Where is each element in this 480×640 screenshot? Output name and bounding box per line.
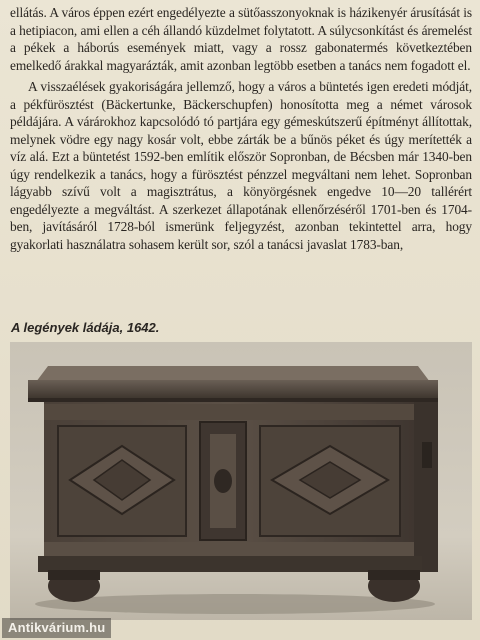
body-text: [10, 4, 472, 253]
watermark-text: Antikvárium.hu: [2, 618, 111, 638]
chest-photo: [10, 342, 472, 620]
figure-caption: A legények ládája, 1642.: [11, 320, 160, 335]
paragraph-2: A visszaélések gyakoriságára jellemző, hogy a város a büntetés igen eredeti módját, a pékfürösztést (Bäckertunke, Bäckerschupfen) honosította meg a német városok példájára. A várárokhoz kapcsolódó tó partjára egy gémeskútszerű építményt állítottak, melynek vödre egy nagy kosár volt, ebbe zárták be a bűnös péket és úgy merítették a víz alá. Ezt a büntetést 1592-ben említik először Sopronban, de Bécsben már 1340-ben úgy rendelkezik a tanács, hogy a fürösztést pénzzel megváltani nem lehet. Sopronban lágyabb szívű volt a magisztrátus, a könyörgésnek engedve 10—20 tallérért engedélyezte a megváltást. A szerkezet állapotának ellenőrzéséről 1701-ben és 1704-ben, javításáról 1728-ból ismerünk feljegyzést, azonban tekintettel arra, hogy gyakorlati használatra sohasem került sor, szól a tanácsi javaslat 1783-ban,: [10, 79, 472, 252]
paragraph-1: ellátás. A város éppen ezért engedélyezte a sütőasszonyoknak is házikenyér árusítását is a hetipiacon, ami ellen a céh állandó küzdelmet folytatott. A súlycsonkítást és áremelést a pékek a háborús események miatt, vagy a rossz gabonatermés következtében emelkedő árakkal magyarázták, amit azonban legtöbb esetben a tanács nem fogadott el.: [10, 5, 472, 73]
